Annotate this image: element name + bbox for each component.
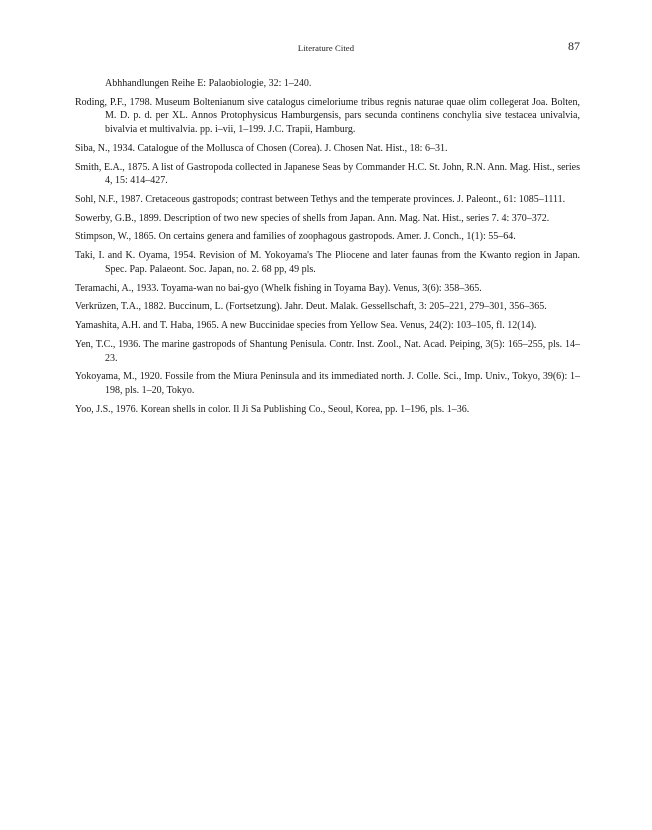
reference-entry: Siba, N., 1934. Catalogue of the Mollusca of Chosen (Corea). J. Chosen Nat. Hist., 18: 6–31. bbox=[75, 142, 448, 154]
reference-entry: Abhhandlungen Reihe E: Palaobiologie, 32: 1–240. bbox=[105, 78, 312, 89]
page-number: 87 bbox=[568, 39, 580, 53]
reference-entry: Sohl, N.F., 1987. Cretaceous gastropods; contrast between Tethys and the temperate provinces. J. Paleont., 61: 1085–1111. bbox=[75, 193, 566, 205]
reference-list bbox=[75, 77, 580, 422]
running-title: Literature Cited bbox=[297, 43, 355, 53]
reference-entry: Yoo, J.S., 1976. Korean shells in color. Il Ji Sa Publishing Co., Seoul, Korea, pp. 1–196, pls. 1–36. bbox=[75, 403, 470, 415]
reference-entry: Yamashita, A.H. and T. Haba, 1965. A new Buccinidae species from Yellow Sea. Venus, 24(2): 103–105, fl. 12(14). bbox=[75, 320, 537, 332]
reference-entry: Stimpson, W., 1865. On certains genera and families of zoophagous gastropods. Amer. J. Conch., 1(1): 55–64. bbox=[75, 231, 516, 243]
reference-entry: Roding, P.F., 1798. Museum Boltenianum sive catalogus cimeloriume tribus regnis naturae quae olim collegerat Joa. Bolten, M. D. p. d. per XL. Annos Protophysicus Hamburgensis, pars secunda continens conchylia sive testacea univalvia, bivalvia et multivalvia. pp. i–vii, 1–199. J.C. Trapii, Hamburg. bbox=[75, 96, 580, 135]
reference-entry: Yen, T.C., 1936. The marine gastropods of Shantung Penisula. Contr. Inst. Zool., Nat. Acad. Peiping, 3(5): 165–255, pls. 14–23. bbox=[75, 338, 580, 364]
reference-entry: Sowerby, G.B., 1899. Description of two new species of shells from Japan. Ann. Mag. Nat. Hist., series 7. 4: 370–372. bbox=[75, 212, 550, 224]
reference-entry: Yokoyama, M., 1920. Fossile from the Miura Peninsula and its immediated north. J. Colle. Sci., Imp. Univ., Tokyo, 39(6): 1–198, pls. 1–20, Tokyo. bbox=[75, 371, 580, 396]
reference-entry: Taki, I. and K. Oyama, 1954. Revision of M. Yokoyama's The Pliocene and later faunas from the Kwanto region in Japan. Spec. Pap. Palaeont. Soc. Japan, no. 2. 68 pp, 49 pls. bbox=[75, 250, 580, 275]
reference-entry: Verkrüzen, T.A., 1882. Buccinum, L. (Fortsetzung). Jahr. Deut. Malak. Gessellschaft, 3: 205–221, 279–301, 356–365. bbox=[75, 301, 547, 313]
reference-entry: Teramachi, A., 1933. Toyama-wan no bai-gyo (Whelk fishing in Toyama Bay). Venus, 3(6): 358–365. bbox=[75, 282, 482, 294]
reference-entry: Smith, E.A., 1875. A list of Gastropoda collected in Japanese Seas by Commander H.C. St. John, R.N. Ann. Mag. Hist., series 4, 15: 414–427. bbox=[75, 161, 580, 187]
